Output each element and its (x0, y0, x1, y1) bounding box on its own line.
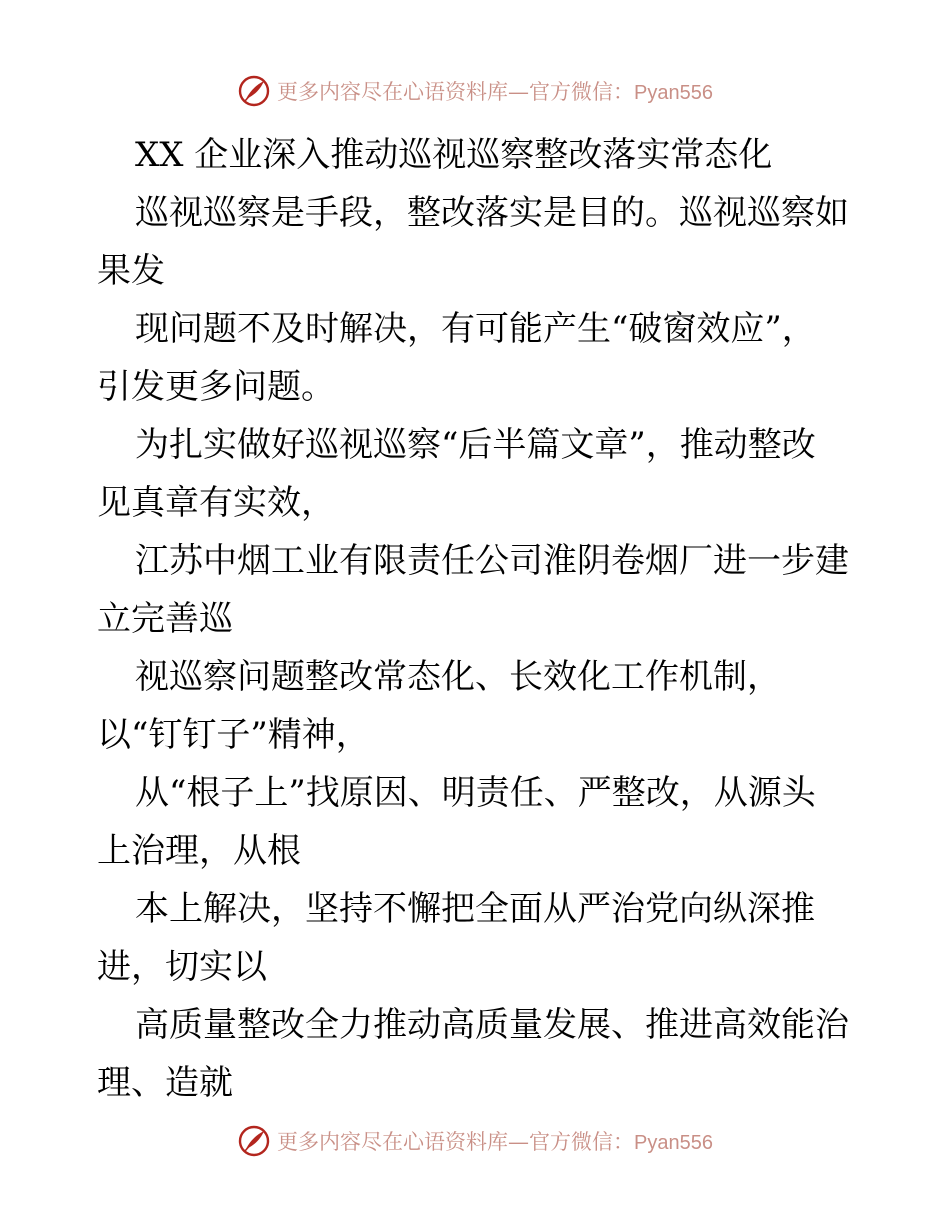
paragraph-line: 现问题不及时解决，有可能产生“破窗效应”， (135, 309, 816, 349)
header-banner (0, 71, 950, 111)
paragraph-line: 理、造就 (97, 1063, 233, 1103)
paragraph-line: 视巡察问题整改常态化、长效化工作机制， (135, 657, 781, 697)
paragraph-line: 本上解决，坚持不懈把全面从严治党向纵深推 (135, 889, 815, 929)
paragraph-line: 立完善巡 (97, 599, 233, 639)
footer-banner (0, 1121, 950, 1161)
paragraph-line: 巡视巡察是手段，整改落实是目的。巡视巡察如 (135, 193, 849, 233)
paragraph-line: 上治理，从根 (97, 831, 301, 871)
paragraph-line: 以“钉钉子”精神， (97, 715, 370, 755)
paragraph-line: 从“根子上”找原因、明责任、严整改，从源头 (135, 773, 816, 813)
document-body (97, 126, 857, 1112)
paragraph-line: 果发 (97, 251, 165, 291)
paragraph-line: 为扎实做好巡视巡察“后半篇文章”，推动整改 (135, 425, 816, 465)
paragraph-line: 进，切实以 (97, 947, 267, 987)
banner-text: 更多内容尽在心语资料库—官方微信：Pyan556 (277, 1130, 713, 1154)
paragraph-line: 江苏中烟工业有限责任公司淮阴卷烟厂进一步建 (135, 541, 849, 581)
feather-pen-icon (237, 1124, 271, 1158)
document-title: XX 企业深入推动巡视巡察整改落实常态化 (135, 135, 773, 175)
paragraph-line: 引发更多问题。 (97, 367, 335, 407)
paragraph-line: 见真章有实效， (97, 483, 335, 523)
feather-pen-icon (237, 74, 271, 108)
banner-text: 更多内容尽在心语资料库—官方微信：Pyan556 (277, 80, 713, 104)
paragraph-line: 高质量整改全力推动高质量发展、推进高效能治 (135, 1005, 849, 1045)
